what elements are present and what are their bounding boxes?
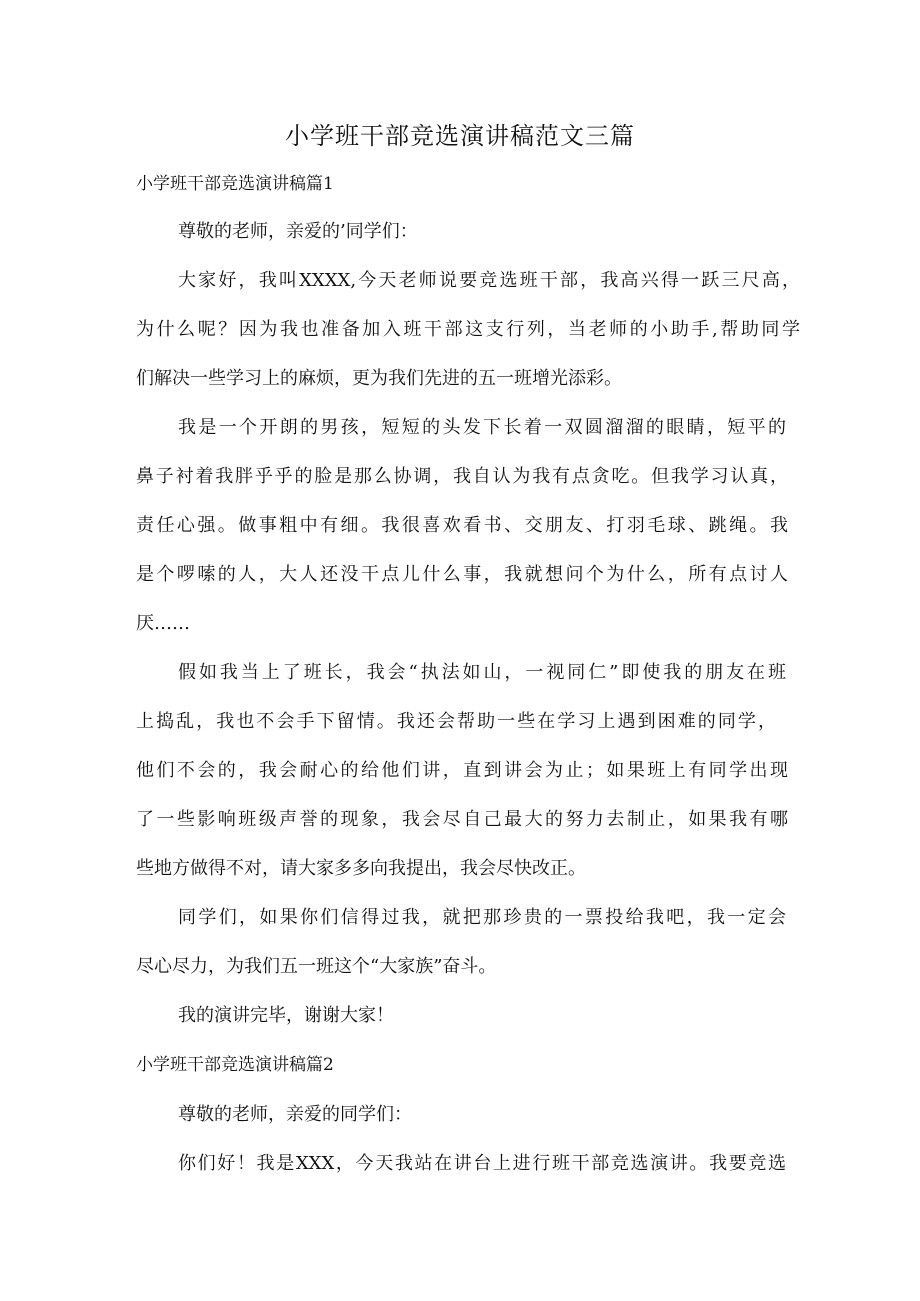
paragraph-line: 你们好！我是XXX，今天我站在讲台上进行班干部竞选演讲。我要竞选	[178, 1153, 786, 1174]
paragraph-line: 假如我当上了班长，我会“执法如山，一视同仁”即使我的朋友在班	[178, 662, 786, 683]
paragraph-line: 责任心强。做事粗中有细。我很喜欢看书、交朋友、打羽毛球、跳绳。我	[136, 515, 788, 536]
paragraph-line: 尊敬的老师，亲爱的’同学们：	[178, 221, 418, 242]
paragraph-line: 厌……	[136, 613, 190, 634]
paragraph-line: 大家好，我叫XXXX,今天老师说要竞选班干部，我高兴得一跃三尺高，	[178, 270, 800, 291]
paragraph-line: 尊敬的老师，亲爱的同学们：	[178, 1104, 412, 1125]
paragraph-line: 我的演讲完毕，谢谢大家！	[178, 1005, 394, 1026]
paragraph-line: 同学们，如果你们信得过我，就把那珍贵的一票投给我吧，我一定会	[178, 907, 786, 928]
paragraph-line: 鼻子衬着我胖乎乎的脸是那么协调，我自认为我有点贪吃。但我学习认真，	[136, 466, 788, 487]
document-title: 小学班干部竞选演讲稿范文三篇	[285, 122, 635, 150]
paragraph-line: 上捣乱，我也不会手下留情。我还会帮助一些在学习上遇到困难的同学，	[136, 711, 776, 732]
section-2-heading: 小学班干部竞选演讲稿篇2	[136, 1055, 334, 1075]
section-1-heading: 小学班干部竞选演讲稿篇1	[136, 174, 334, 194]
paragraph-line: 是个啰嗦的人，大人还没干点儿什么事，我就想问个为什么，所有点讨人	[136, 564, 788, 585]
paragraph-line: 了一些影响班级声誉的现象，我会尽自己最大的努力去制止，如果我有哪	[136, 809, 788, 830]
paragraph-line: 些地方做得不对，请大家多多向我提出，我会尽快改正。	[136, 858, 586, 879]
paragraph-line: 我是一个开朗的男孩，短短的头发下长着一双圆溜溜的眼睛，短平的	[178, 417, 786, 438]
paragraph-line: 为什么呢？因为我也准备加入班干部这支行列，当老师的小助手,帮助同学	[136, 319, 800, 340]
paragraph-line: 们解决一些学习上的麻烦，更为我们先进的五一班增光添彩。	[136, 368, 622, 389]
paragraph-line: 尽心尽力，为我们五一班这个“大家族”奋斗。	[136, 956, 497, 977]
paragraph-line: 他们不会的，我会耐心的给他们讲，直到讲会为止；如果班上有同学出现	[136, 760, 788, 781]
